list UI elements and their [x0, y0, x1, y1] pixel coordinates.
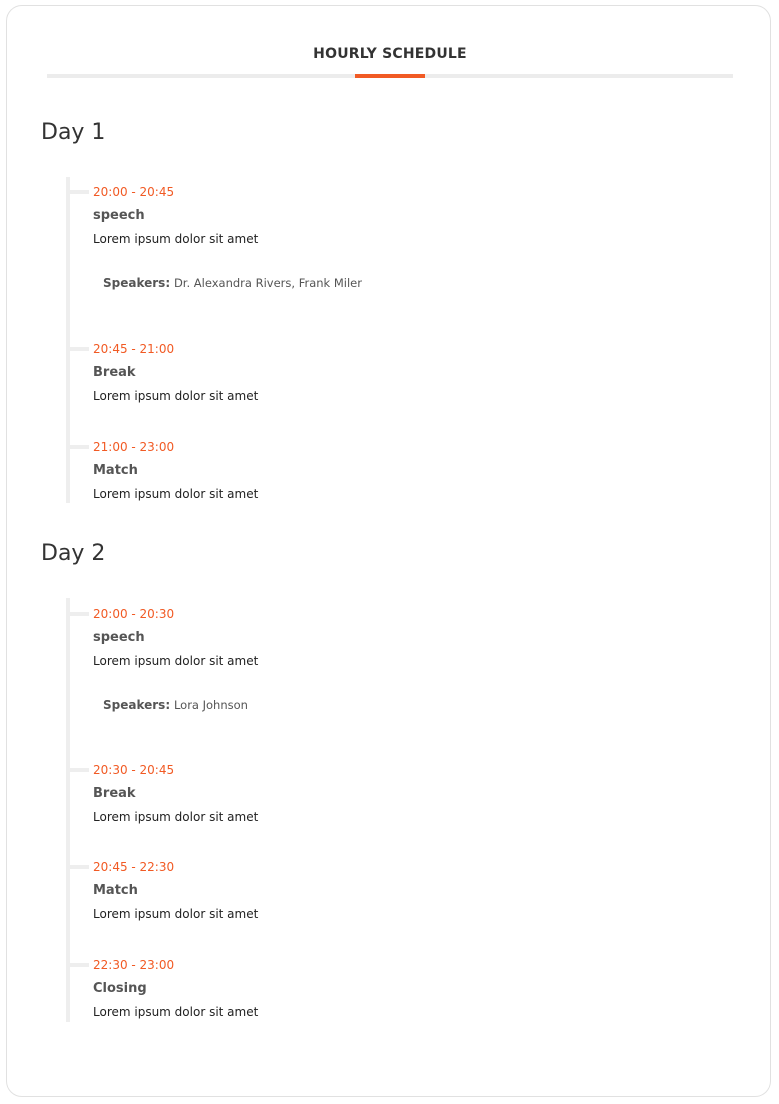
schedule-item: [93, 859, 693, 922]
event-description: Lorem ipsum dolor sit amet: [93, 232, 259, 246]
schedule-item: [93, 762, 693, 825]
speakers-names: Lora Johnson: [173, 698, 248, 712]
event-title: Closing: [93, 981, 147, 996]
day-title: Day 2: [41, 541, 106, 566]
schedule-item: [93, 184, 693, 291]
event-title: speech: [93, 208, 145, 223]
timeline-tick: [70, 865, 89, 869]
event-description: Lorem ipsum dolor sit amet: [93, 487, 259, 501]
event-title: speech: [93, 630, 145, 645]
event-time: 20:45 - 21:00: [93, 342, 175, 356]
event-description: Lorem ipsum dolor sit amet: [93, 389, 259, 403]
day-title: Day 1: [41, 120, 106, 145]
timeline-tick: [70, 445, 89, 449]
timeline-tick: [70, 768, 89, 772]
schedule-item: [93, 341, 693, 404]
speakers-label: Speakers:: [103, 276, 171, 290]
schedule-item: [93, 606, 693, 713]
event-time: 20:00 - 20:45: [93, 185, 175, 199]
schedule-tabs: [47, 46, 733, 80]
schedule-item: [93, 957, 693, 1020]
event-description: Lorem ipsum dolor sit amet: [93, 1005, 259, 1019]
timeline-tick: [70, 963, 89, 967]
event-description: Lorem ipsum dolor sit amet: [93, 654, 259, 668]
event-speakers: [103, 698, 693, 713]
event-time: 20:30 - 20:45: [93, 763, 175, 777]
timeline-tick: [70, 347, 89, 351]
event-description: Lorem ipsum dolor sit amet: [93, 907, 259, 921]
speakers-names: Dr. Alexandra Rivers, Frank Miler: [173, 276, 362, 290]
schedule-card: [6, 5, 771, 1097]
tab-hourly-schedule[interactable]: HOURLY SCHEDULE: [313, 46, 467, 62]
event-time: 21:00 - 23:00: [93, 440, 175, 454]
timeline-tick: [70, 190, 89, 194]
timeline-line: [66, 598, 70, 1022]
timeline-tick: [70, 612, 89, 616]
speakers-label: Speakers:: [103, 698, 171, 712]
event-title: Match: [93, 883, 138, 898]
schedule-item: [93, 439, 693, 502]
event-title: Break: [93, 365, 136, 380]
timeline-line: [66, 177, 70, 503]
tab-active-indicator: [355, 74, 425, 78]
event-time: 20:45 - 22:30: [93, 860, 175, 874]
event-speakers: [103, 276, 693, 291]
event-title: Match: [93, 463, 138, 478]
event-time: 22:30 - 23:00: [93, 958, 175, 972]
event-description: Lorem ipsum dolor sit amet: [93, 810, 259, 824]
event-time: 20:00 - 20:30: [93, 607, 175, 621]
event-title: Break: [93, 786, 136, 801]
